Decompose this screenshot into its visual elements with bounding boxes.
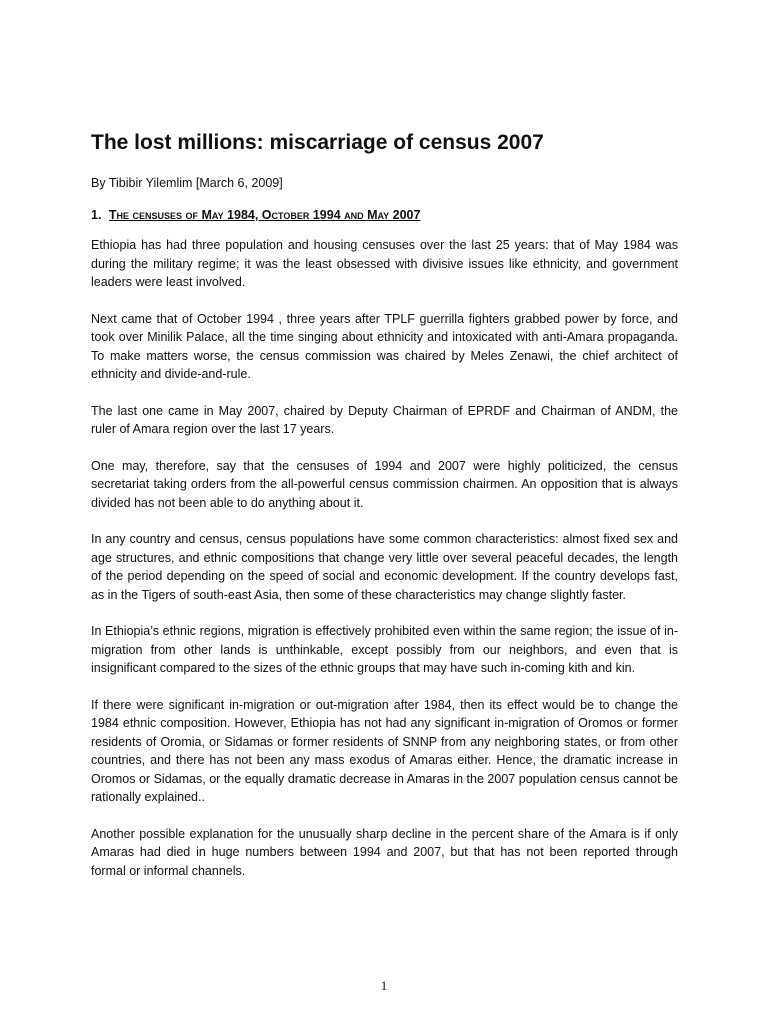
paragraph: In Ethiopia’s ethnic regions, migration is effectively prohibited even within the same region; the issue of in-migration from other lands is unthinkable, except possibly from our neighbors, and even that is insignificant compared to the sizes of the ethnic groups that may have such in-coming kith and kin.	[91, 624, 678, 675]
section-heading-text: The censuses of May 1984, October 1994 and May 2007	[108, 208, 421, 222]
document-body	[91, 128, 678, 898]
paragraph: Another possible explanation for the unusually sharp decline in the percent share of the Amara is if only Amaras had died in huge numbers between 1994 and 2007, but that has not been reported through formal or informal channels.	[91, 826, 678, 878]
page-number: 1	[380, 978, 388, 993]
section-heading	[91, 206, 678, 224]
paragraph: Ethiopia has had three population and housing censuses over the last 25 years: that of May 1984 was during the military regime; it was the least obsessed with divisive issues like ethnicity, and government leaders were least involved.	[91, 238, 678, 289]
paragraph: One may, therefore, say that the censuses of 1994 and 2007 were highly politicized, the census secretariat taking orders from the all-powerful census commission chairmen. An opposition that is always divided has not been able to do anything about it.	[91, 458, 678, 510]
paragraph: Next came that of October 1994 , three years after TPLF guerrilla fighters grabbed power by force, and took over Minilik Palace, all the time singing about ethnicity and intoxicated with anti-Amara propaganda. To make matters worse, the census commission was chaired by Meles Zenawi, the chief architect of ethnicity and divide-and-rule.	[91, 311, 678, 381]
paragraph: The last one came in May 2007, chaired by Deputy Chairman of EPRDF and Chairman of ANDM, the ruler of Amara region over the last 17 years.	[91, 403, 678, 436]
byline: By Tibibir Yilemlim [March 6, 2009]	[91, 176, 283, 190]
section-number: 1.	[91, 208, 102, 222]
paragraph: In any country and census, census populations have some common characteristics: almost fixed sex and age structures, and ethnic compositions that change very little over several peaceful decades, the length of the period depending on the speed of social and economic development. If the country develops fast, as in the Tigers of south-east Asia, then some of these characteristics may change slightly faster.	[91, 532, 678, 602]
document-title: The lost millions: miscarriage of census 2007	[91, 131, 544, 154]
paragraph: If there were significant in-migration or out-migration after 1984, then its effect would be to change the 1984 ethnic composition. However, Ethiopia has not had any significant in-migration of Oromos or former residents of Oromia, or Sidamas or former residents of SNNP from any neighboring states, or from other countries, and there has not been any mass exodus of Amaras either. Hence, the dramatic increase in Oromos or Sidamas, or the equally dramatic decrease in Amaras in the 2007 population census cannot be rationally explained..	[91, 697, 678, 804]
